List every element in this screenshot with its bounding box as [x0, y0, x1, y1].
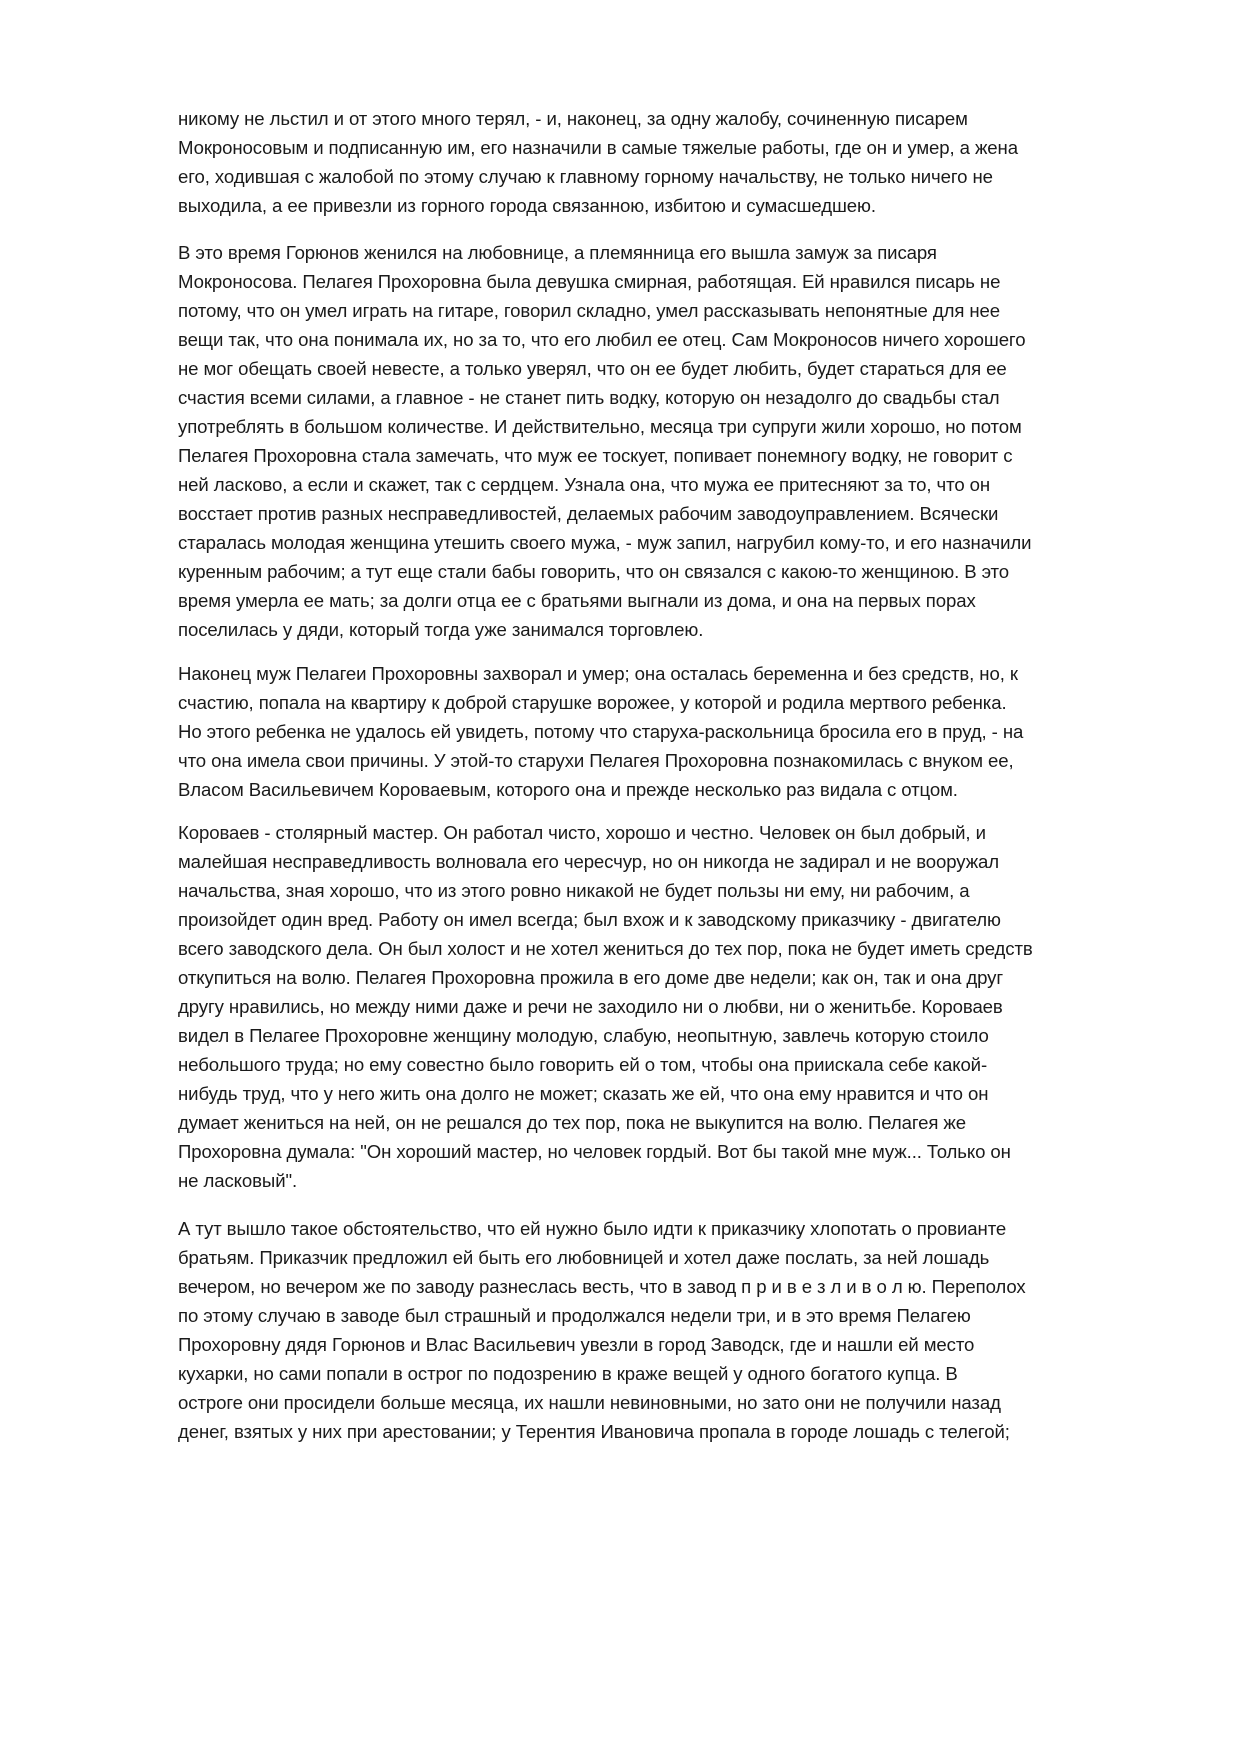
text-line: Короваев - столярный мастер. Он работал чисто, хорошо и честно. Человек он был добрый, и: [178, 822, 986, 843]
text-line: счастию, попала на квартиру к доброй старушке ворожее, у которой и родила мертвого ребенка.: [178, 692, 1007, 713]
text-line: откупиться на волю. Пелагея Прохоровна прожила в его доме две недели; как он, так и она друг: [178, 967, 1004, 988]
text-line: Власом Васильевичем Короваевым, которого она и прежде несколько раз видала с отцом.: [178, 779, 958, 800]
text-line: поселилась у дяди, который тогда уже занимался торговлею.: [178, 619, 704, 640]
text-line: выходила, а ее привезли из горного города связанною, избитою и сумасшедшею.: [178, 195, 876, 216]
text-line: начальства, зная хорошо, что из этого ровно никакой не будет пользы ни ему, ни рабочим, а: [178, 880, 970, 901]
text-line: ней ласково, а если и скажет, так с сердцем. Узнала она, что мужа ее притесняют за то, что он: [178, 474, 991, 495]
text-line: время умерла ее мать; за долги отца ее с братьями выгнали из дома, и она на первых порах: [178, 590, 976, 611]
paragraph: [178, 818, 1033, 1195]
text-line: Прохоровну дядя Горюнов и Влас Васильевич увезли в город Заводск, где и нашли ей место: [178, 1334, 975, 1355]
text-line: малейшая несправедливость волновала его чересчур, но он никогда не задирал и не вооружал: [178, 851, 1000, 872]
text-line: куренным рабочим; а тут еще стали бабы говорить, что он связался с какою-то женщиною. В это: [178, 561, 1009, 582]
text-line: нибудь труд, что у него жить она долго не может; сказать же ей, что она ему нравится и что он: [178, 1083, 989, 1104]
text-line: всего заводского дела. Он был холост и не хотел жениться до тех пор, пока не будет иметь средств: [178, 938, 1033, 959]
paragraph: [178, 659, 1023, 804]
text-line: кухарки, но сами попали в острог по подозрению в краже вещей у одного богатого купца. В: [178, 1363, 958, 1384]
text-line: остроге они просидели больше месяца, их нашли невиновными, но зато они не получили назад: [178, 1392, 1001, 1413]
text-line: Наконец муж Пелагеи Прохоровны захворал и умер; она осталась беременна и без средств, но, к: [178, 663, 1018, 684]
text-line: В это время Горюнов женился на любовнице, а племянница его вышла замуж за писаря: [178, 242, 937, 263]
text-line: потому, что он умел играть на гитаре, говорил складно, умел рассказывать непонятные для нее: [178, 300, 1001, 321]
text-line: счастия всеми силами, а главное - не станет пить водку, которую он незадолго до свадьбы стал: [178, 387, 1000, 408]
text-line: Пелагея Прохоровна стала замечать, что муж ее тоскует, попивает понемногу водку, не говорит с: [178, 445, 1013, 466]
text-line: что она имела свои причины. У этой-то старухи Пелагея Прохоровна познакомилась с внуком ее,: [178, 750, 1014, 771]
text-line: по этому случаю в заводе был страшный и продолжался недели три, и в это время Пелагею: [178, 1305, 971, 1326]
text-line: произойдет один вред. Работу он имел всегда; был вхож и к заводскому приказчику - двигателю: [178, 909, 1001, 930]
text-line: не мог обещать своей невесте, а только уверял, что он ее будет любить, будет стараться для ее: [178, 358, 1007, 379]
text-line: никому не льстил и от этого много терял, - и, наконец, за одну жалобу, сочиненную писарем: [178, 108, 968, 129]
text-line: Мокроносова. Пелагея Прохоровна была девушка смирная, работящая. Ей нравился писарь не: [178, 271, 1001, 292]
text-line: не ласковый".: [178, 1170, 298, 1191]
text-line: Прохоровна думала: "Он хороший мастер, но человек гордый. Вот бы такой мне муж... Только он: [178, 1141, 1011, 1162]
text-line: А тут вышло такое обстоятельство, что ей нужно было идти к приказчику хлопотать о провианте: [178, 1218, 1007, 1239]
text-line: видел в Пелагее Прохоровне женщину молодую, слабую, неопытную, завлечь которую стоило: [178, 1025, 989, 1046]
text-line: другу нравились, но между ними даже и речи не заходило ни о любви, ни о женитьбе. Короваев: [178, 996, 1003, 1017]
text-line: восстает против разных несправедливостей, делаемых рабочим заводоуправлением. Всячески: [178, 503, 999, 524]
text-line: небольшого труда; но ему совестно было говорить ей о том, чтобы она приискала себе какой-: [178, 1054, 988, 1075]
text-line: его, ходившая с жалобой по этому случаю к главному горному начальству, не только ничего не: [178, 166, 993, 187]
text-line: вещи так, что она понимала их, но за то, что его любил ее отец. Сам Мокроносов ничего хорошего: [178, 329, 1026, 350]
text-line: старалась молодая женщина утешить своего мужа, - муж запил, нагрубил кому-то, и его назначили: [178, 532, 1032, 553]
text-line: думает жениться на ней, он не решался до тех пор, пока не выкупится на волю. Пелагея же: [178, 1112, 966, 1133]
text-line: Мокроносовым и подписанную им, его назначили в самые тяжелые работы, где он и умер, а жена: [178, 137, 1018, 158]
text-line: братьям. Приказчик предложил ей быть его любовницей и хотел даже послать, за ней лошадь: [178, 1247, 990, 1268]
paragraph: [178, 104, 1018, 220]
text-line: вечером, но вечером же по заводу разнеслась весть, что в завод п р и в е з л и в о л ю. Переполох: [178, 1276, 1026, 1297]
paragraph: [178, 1214, 1026, 1446]
text-line: употреблять в большом количестве. И действительно, месяца три супруги жили хорошо, но потом: [178, 416, 1022, 437]
paragraph: [178, 238, 1031, 644]
text-line: денег, взятых у них при арестовании; у Терентия Ивановича пропала в городе лошадь с телегой;: [178, 1421, 1010, 1442]
text-line: Но этого ребенка не удалось ей увидеть, потому что старуха-раскольница бросила его в пруд, - на: [178, 721, 1024, 742]
